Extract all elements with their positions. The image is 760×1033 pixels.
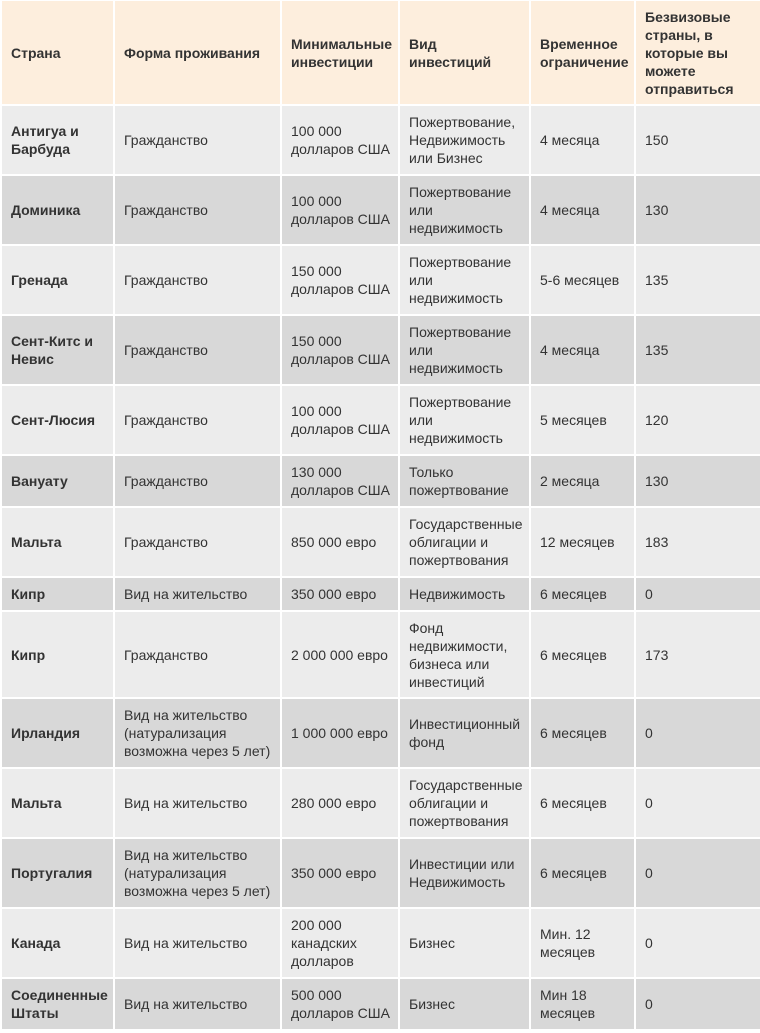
cell-visa-free-count: 120 [636, 386, 760, 454]
cell-time-limit: 4 месяца [531, 106, 634, 174]
table-row [2, 979, 760, 1029]
cell-residence-form: Вид на жительство [115, 769, 280, 837]
cell-investment-type: Пожертвование или недвижимость [400, 176, 529, 244]
cell-residence-form: Вид на жительство (натурализация возможна через 5 лет) [115, 699, 280, 767]
table-row [2, 106, 760, 174]
cell-residence-form: Гражданство [115, 246, 280, 314]
cell-visa-free-count: 130 [636, 176, 760, 244]
table-row [2, 176, 760, 244]
header-country: Страна [2, 1, 113, 104]
cell-min-investment: 200 000 канадских долларов [282, 909, 398, 977]
cell-residence-form: Вид на жительство (натурализация возможна через 5 лет) [115, 839, 280, 907]
cell-country: Мальта [2, 508, 113, 576]
table-row [2, 769, 760, 837]
cell-country: Вануату [2, 456, 113, 506]
table-header [2, 1, 760, 104]
header-visa-free-countries: Безвизовые страны, в которые вы можете отправиться [636, 1, 760, 104]
cell-visa-free-count: 0 [636, 769, 760, 837]
table-row [2, 839, 760, 907]
cell-visa-free-count: 150 [636, 106, 760, 174]
cell-min-investment: 280 000 евро [282, 769, 398, 837]
table-body [2, 106, 760, 1029]
cell-investment-type: Бизнес [400, 979, 529, 1029]
cell-residence-form: Вид на жительство [115, 909, 280, 977]
cell-investment-type: Инвестиции или Недвижимость [400, 839, 529, 907]
header-residence-form: Форма проживания [115, 1, 280, 104]
table-row [2, 456, 760, 506]
table-row [2, 578, 760, 610]
cell-time-limit: 6 месяцев [531, 769, 634, 837]
cell-visa-free-count: 130 [636, 456, 760, 506]
table-row [2, 612, 760, 697]
cell-country: Сент-Люсия [2, 386, 113, 454]
cell-investment-type: Недвижимость [400, 578, 529, 610]
cell-residence-form: Гражданство [115, 612, 280, 697]
cell-visa-free-count: 0 [636, 699, 760, 767]
cell-time-limit: 4 месяца [531, 316, 634, 384]
cell-min-investment: 100 000 долларов США [282, 386, 398, 454]
cell-residence-form: Гражданство [115, 106, 280, 174]
cell-visa-free-count: 0 [636, 578, 760, 610]
cell-visa-free-count: 135 [636, 246, 760, 314]
cell-country: Ирландия [2, 699, 113, 767]
cell-residence-form: Вид на жительство [115, 578, 280, 610]
cell-visa-free-count: 135 [636, 316, 760, 384]
cell-country: Мальта [2, 769, 113, 837]
cell-min-investment: 100 000 долларов США [282, 106, 398, 174]
cell-time-limit: Мин 18 месяцев [531, 979, 634, 1029]
cell-country: Антигуа и Барбуда [2, 106, 113, 174]
cell-investment-type: Пожертвование или недвижимость [400, 386, 529, 454]
cell-investment-type: Пожертвование или недвижимость [400, 316, 529, 384]
cell-time-limit: 5 месяцев [531, 386, 634, 454]
cell-investment-type: Государственные облигации и пожертвования [400, 769, 529, 837]
cell-visa-free-count: 183 [636, 508, 760, 576]
cell-min-investment: 100 000 долларов США [282, 176, 398, 244]
cell-residence-form: Гражданство [115, 176, 280, 244]
header-investment-type: Вид инвестиций [400, 1, 529, 104]
cell-visa-free-count: 0 [636, 839, 760, 907]
cell-country: Гренада [2, 246, 113, 314]
cell-min-investment: 500 000 долларов США [282, 979, 398, 1029]
cell-time-limit: 4 месяца [531, 176, 634, 244]
cell-investment-type: Бизнес [400, 909, 529, 977]
cell-residence-form: Вид на жительство [115, 979, 280, 1029]
cell-min-investment: 2 000 000 евро [282, 612, 398, 697]
cell-time-limit: 6 месяцев [531, 612, 634, 697]
cell-investment-type: Пожертвование или недвижимость [400, 246, 529, 314]
table-row [2, 699, 760, 767]
table-row [2, 246, 760, 314]
cell-min-investment: 150 000 долларов США [282, 316, 398, 384]
cell-residence-form: Гражданство [115, 456, 280, 506]
cell-time-limit: 12 месяцев [531, 508, 634, 576]
cell-investment-type: Инвестиционный фонд [400, 699, 529, 767]
cell-residence-form: Гражданство [115, 316, 280, 384]
cell-country: Канада [2, 909, 113, 977]
cell-country: Кипр [2, 612, 113, 697]
cell-min-investment: 150 000 долларов США [282, 246, 398, 314]
cell-country: Португалия [2, 839, 113, 907]
cell-min-investment: 130 000 долларов США [282, 456, 398, 506]
cell-time-limit: 5-6 месяцев [531, 246, 634, 314]
cell-visa-free-count: 173 [636, 612, 760, 697]
cell-investment-type: Государственные облигации и пожертвования [400, 508, 529, 576]
cell-min-investment: 350 000 евро [282, 578, 398, 610]
cell-country: Доминика [2, 176, 113, 244]
table-row [2, 508, 760, 576]
cell-time-limit: 2 месяца [531, 456, 634, 506]
cell-time-limit: 6 месяцев [531, 578, 634, 610]
cell-residence-form: Гражданство [115, 508, 280, 576]
cell-min-investment: 850 000 евро [282, 508, 398, 576]
cell-visa-free-count: 0 [636, 909, 760, 977]
table-row [2, 909, 760, 977]
cell-country: Соединенные Штаты [2, 979, 113, 1029]
cell-country: Сент-Китс и Невис [2, 316, 113, 384]
header-row [2, 1, 760, 104]
cell-country: Кипр [2, 578, 113, 610]
cell-time-limit: Мин. 12 месяцев [531, 909, 634, 977]
cell-time-limit: 6 месяцев [531, 839, 634, 907]
header-min-investment: Минимальные инвестиции [282, 1, 398, 104]
cell-min-investment: 1 000 000 евро [282, 699, 398, 767]
cell-residence-form: Гражданство [115, 386, 280, 454]
table-row [2, 316, 760, 384]
table-row [2, 386, 760, 454]
cell-investment-type: Только пожертвование [400, 456, 529, 506]
cell-investment-type: Фонд недвижимости, бизнеса или инвестиций [400, 612, 529, 697]
cell-visa-free-count: 0 [636, 979, 760, 1029]
cell-time-limit: 6 месяцев [531, 699, 634, 767]
cell-min-investment: 350 000 евро [282, 839, 398, 907]
header-time-limit: Временное ограничение [531, 1, 634, 104]
cell-investment-type: Пожертвование, Недвижимость или Бизнес [400, 106, 529, 174]
